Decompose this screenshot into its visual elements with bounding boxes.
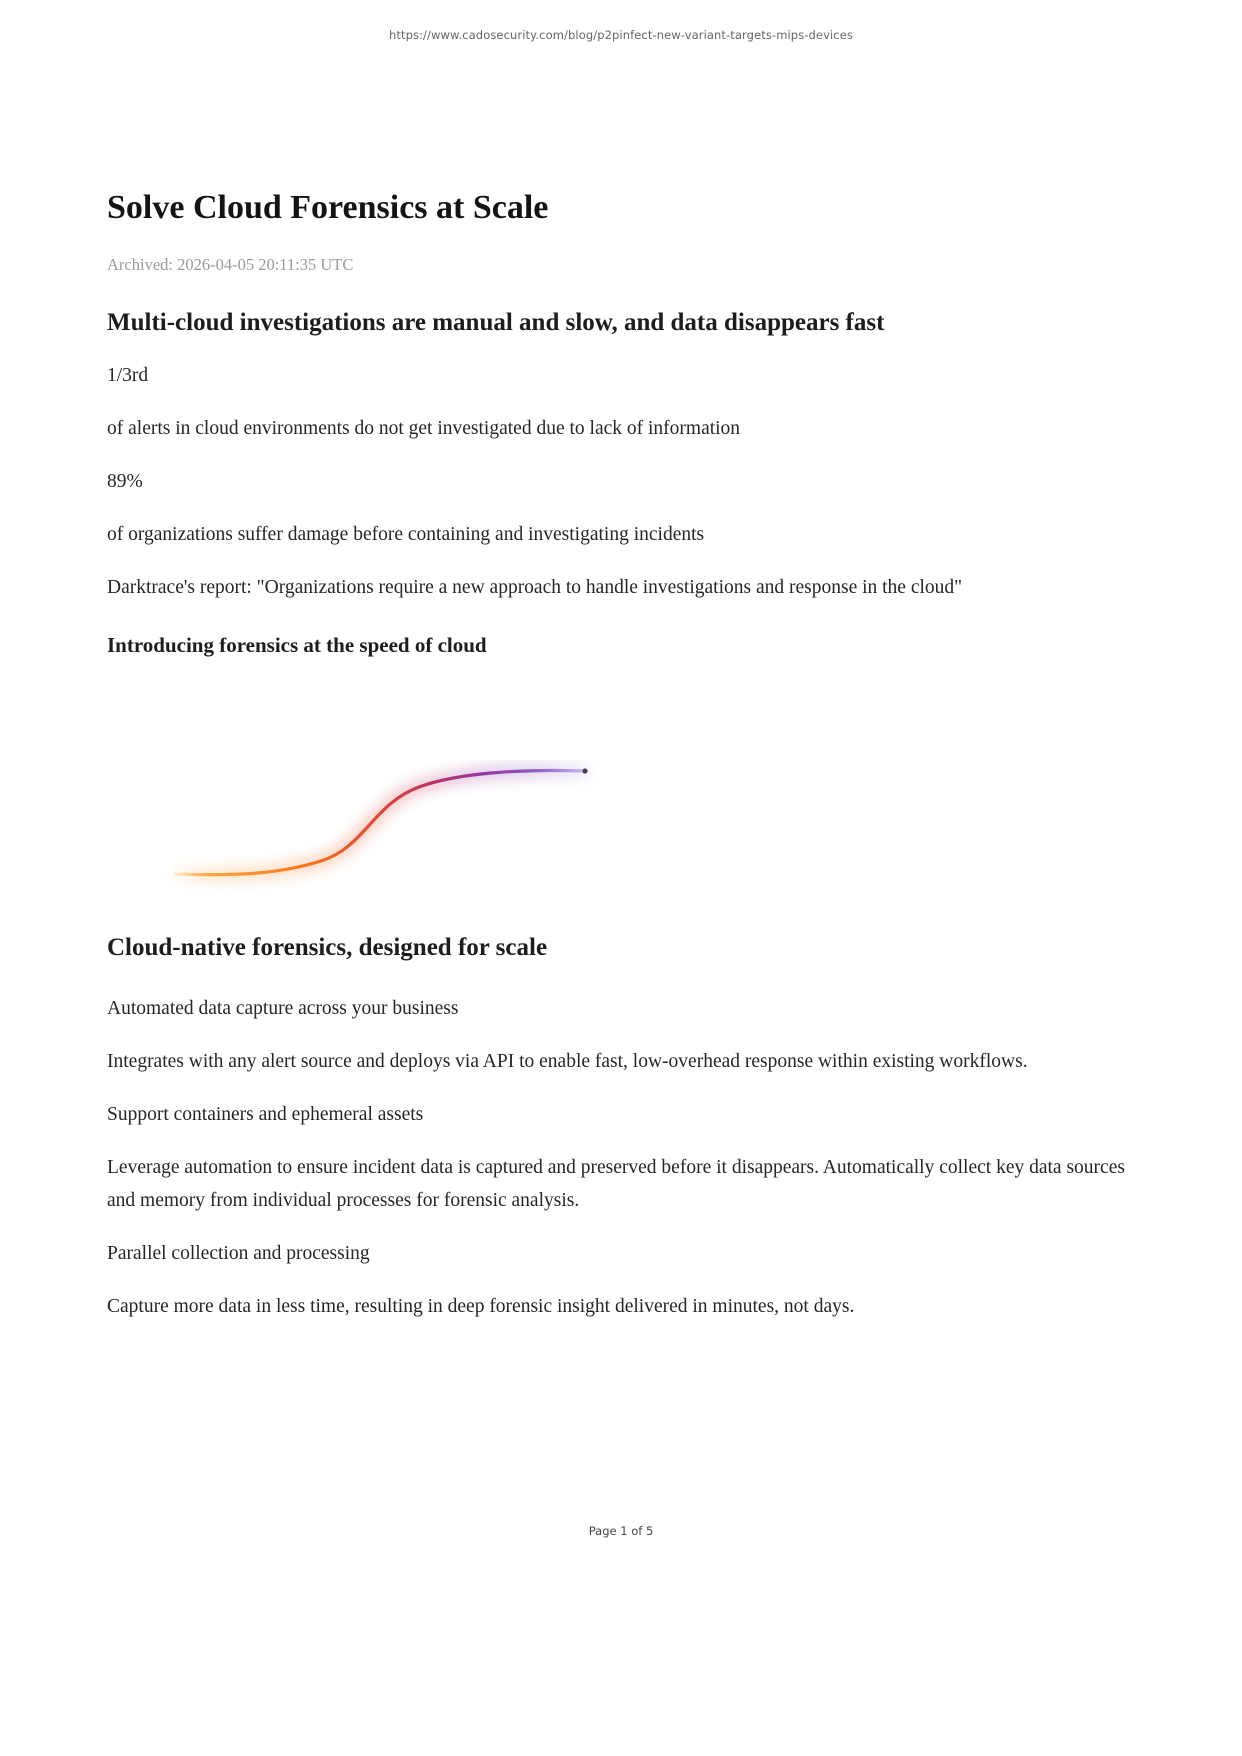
feature-title: Automated data capture across your business — [107, 998, 459, 1020]
feature-body: Integrates with any alert source and deploys via API to enable fast, low-overhead response within existing workflows. — [107, 1051, 1028, 1073]
section2-heading: Cloud-native forensics, designed for scale — [107, 933, 548, 961]
curve-end-dot — [582, 768, 587, 773]
feature-title: Parallel collection and processing — [107, 1243, 370, 1265]
curve-glow — [175, 770, 583, 874]
stat1-description: of alerts in cloud environments do not get investigated due to lack of information — [107, 418, 741, 440]
feature-body: Leverage automation to ensure incident data is captured and preserved before it disappears. Automatically collect key data sources and memory from individual processes for forensic analysis. — [107, 1157, 1125, 1212]
feature-title: Support containers and ephemeral assets — [107, 1104, 424, 1126]
gradient-curve-image — [169, 760, 599, 900]
archived-timestamp: Archived: 2026-04-05 20:11:35 UTC — [107, 254, 354, 274]
page-title: Solve Cloud Forensics at Scale — [107, 189, 549, 226]
stat2-value: 89% — [107, 471, 143, 493]
feature-body: Capture more data in less time, resulting in deep forensic insight delivered in minutes, not days. — [107, 1296, 855, 1318]
article-content — [107, 0, 1139, 1323]
page-number: Page 1 of 5 — [588, 1524, 654, 1538]
report-quote: Darktrace's report: "Organizations require a new approach to handle investigations and response in the cloud" — [107, 577, 963, 599]
stat2-description: of organizations suffer damage before containing and investigating incidents — [107, 524, 705, 546]
stat1-value: 1/3rd — [107, 365, 149, 387]
source-url: https://www.cadosecurity.com/blog/p2pinfect-new-variant-targets-mips-devices — [388, 28, 853, 42]
section1-subheading: Introducing forensics at the speed of cloud — [107, 633, 487, 658]
section1-heading: Multi-cloud investigations are manual and slow, and data disappears fast — [107, 308, 885, 336]
